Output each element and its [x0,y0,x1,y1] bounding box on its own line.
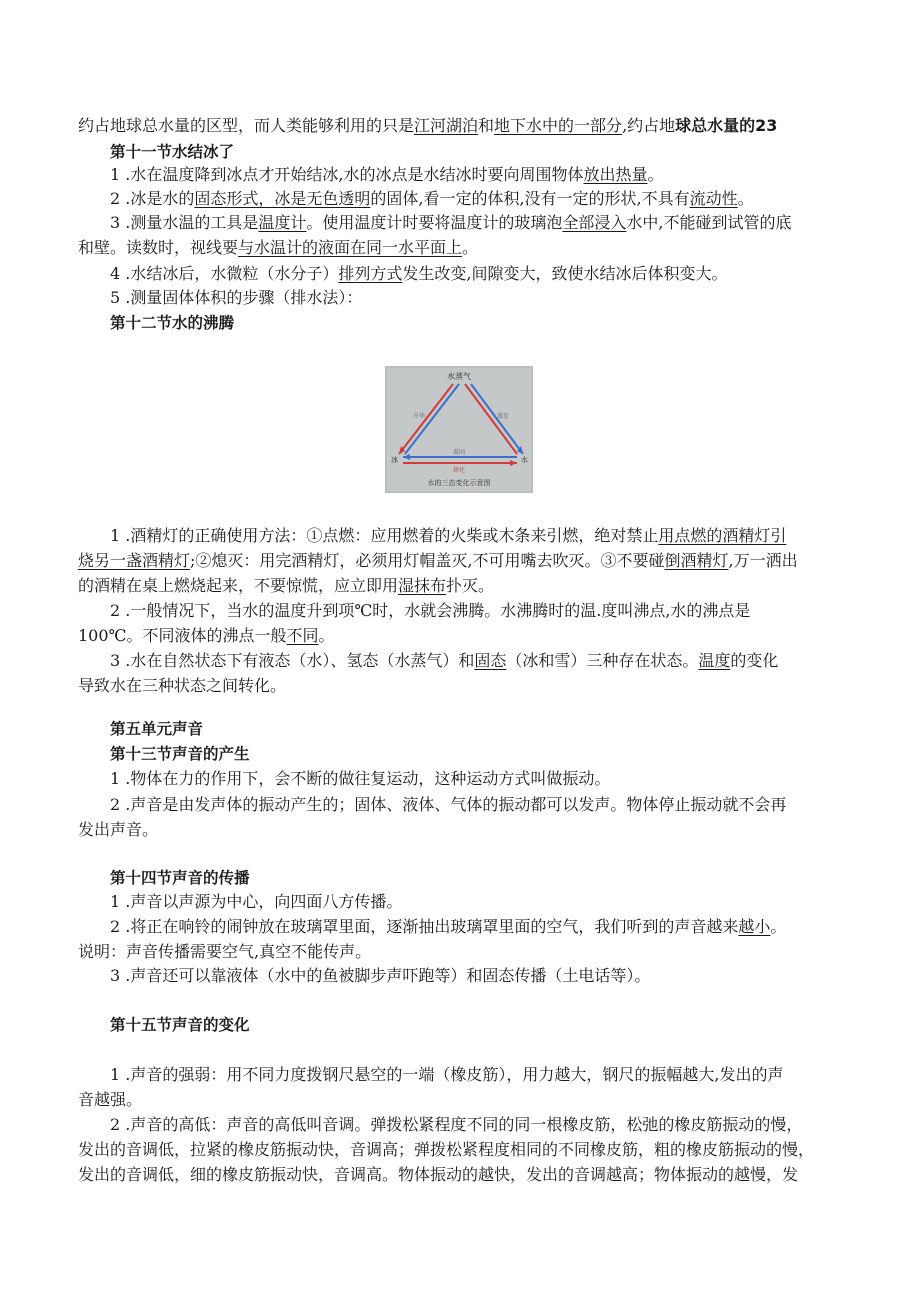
paragraph-line [78,236,848,260]
underlined-answer: 倒酒精灯 [664,551,729,570]
text: 。 [770,917,787,936]
underlined-answer: 全部浸入 [562,213,627,232]
text: ;②熄灭：用完酒精灯，必须用灯帽盖灭,不可用嘴去吹灭。③不要碰 [190,551,665,570]
section-title: 第十二节水的沸腾 [110,314,235,332]
text: 的酒精在桌上燃烧起来，不要惊慌，应立即用 [78,576,399,595]
text: 4 .水结冰后，水微粒（水分子） [110,264,339,283]
text: 100℃。不同液体的沸点一般 [78,626,287,645]
diagram-caption: 水的三态变化示意图 [427,479,491,487]
bold-text: 球总水量的 [675,116,756,135]
paragraph-line [110,524,848,548]
underlined-answer: 排列方式 [338,264,403,283]
text: 3 .测量水温的工具是 [110,213,259,232]
paragraph-line: 说明：声音传播需要空气,真空不能传声。 [78,942,372,961]
paragraph-line [110,211,848,235]
label-water: 水 [521,456,528,464]
text: 发生改变,间隙变大，致使水结冰后体积变大。 [402,264,728,283]
text: 2 .将正在响铃的闹钟放在玻璃罩里面，逐渐抽出玻璃罩里面的空气，我们听到的声音越来 [110,917,739,936]
label-vapor: 水蒸气 [447,372,471,381]
paragraph-line: 2 .一般情况下，当水的温度升到项℃时，水就会沸腾。水沸腾时的温.度叫沸点,水的沸点是 [110,601,751,620]
text: 的变化 [730,651,779,670]
paragraph-line [78,624,848,648]
paragraph-line: 1 .物体在力的作用下，会不断的做往复运动，这种运动方式叫做振动。 [110,769,611,788]
paragraph-line: 发出声音。 [78,820,159,839]
underlined-answer: 固态 [474,651,507,670]
text: ,约占地 [622,116,676,135]
text: 3 .水在自然状态下有液态（水）、氢态（水蒸气）和 [110,651,475,670]
paragraph-line: 发出的音调低，拉紧的橡皮筋振动快，音调高；弹拨松紧程度相同的不同橡皮筋，粗的橡皮筋振动的慢， [78,1140,815,1159]
paragraph-line: 发出的音调低，细的橡皮筋振动快，音调高。物体振动的越快，发出的音调越高；物体振动的越慢，发 [78,1165,799,1184]
text: ,万一洒出 [728,551,798,570]
text: 。使用温度计时要将温度计的玻璃泡 [306,213,563,232]
paragraph-line: 导致水在三种状态之间转化。 [78,676,287,695]
unit-title: 第五单元声音 [110,720,204,738]
underlined-answer: 放出热量 [583,165,648,184]
text: 。 [462,238,479,257]
text: （冰和雪）三种存在状态。 [506,651,699,670]
paragraph-line [78,574,848,598]
label-sublimation: 升华 [413,413,426,420]
underlined-answer: 固态形式，冰是无色透明 [194,189,371,208]
paragraph-line: 5 .测量固体体积的步骤（排水法）： [110,288,363,307]
water-states-diagram [385,366,533,493]
text: 2 .冰是水的 [110,189,195,208]
paragraph-line [110,262,848,286]
text: 。 [737,189,754,208]
paragraph-line: 2 .声音是由发声体的振动产生的；固体、液体、气体的振动都可以发声。物体停止振动就不会再 [110,795,787,814]
underlined-answer: 用点燃的酒精灯引 [658,526,787,545]
section-title: 第十一节水结冰了 [110,143,235,161]
text: 的固体,看一定的体积,没有一定的形状,不具有 [370,189,690,208]
underlined-answer: 湿抹布 [398,576,447,595]
underlined-answer: 流动性 [689,189,738,208]
underlined-answer: 地下水中的一部分 [494,116,623,135]
bold-number: 23 [755,116,778,135]
paragraph-line [110,649,848,673]
label-melt: 熔化 [452,467,466,474]
label-freeze: 凝固 [452,449,466,456]
text: 扑灭。 [446,576,495,595]
text: 约占地球总水量的区型，而人类能够利用的只是 [78,116,415,135]
underlined-answer: 温度 [698,651,731,670]
label-evaporation: 蒸发 [497,413,510,420]
paragraph-line [110,187,848,211]
paragraph-line: 音越强。 [78,1090,143,1109]
underlined-answer: 越小 [738,917,771,936]
section-title: 第十三节声音的产生 [110,745,250,763]
text: 。 [318,626,335,645]
text: 1 .酒精灯的正确使用方法：①点燃：应用燃着的火柴或木条来引燃，绝对禁止 [110,526,659,545]
section-title: 第十四节声音的传播 [110,869,250,887]
section-title: 第十五节声音的变化 [110,1016,250,1034]
paragraph-line [78,114,848,138]
paragraph-line [78,549,848,573]
text: 水中,不能碰到试管的底 [626,213,792,232]
paragraph-line: 1 .声音以声源为中心，向四面八方传播。 [110,892,403,911]
paragraph-line: 1 .声音的强弱：用不同力度拨钢尺悬空的一端（橡皮筋），用力越大，钢尺的振幅越大,发出的声 [110,1065,784,1084]
paragraph-line [110,163,848,187]
text: 和壁。读数时，视线要 [78,238,239,257]
text: 。 [647,165,664,184]
paragraph-line: 3 .声音还可以靠液体（水中的鱼被脚步声吓跑等）和固态传播（土电话等）。 [110,966,651,985]
text: 1 .水在温度降到冰点才开始结冰,水的冰点是水结冰时要向周围物体 [110,165,584,184]
underlined-answer: 温度计 [258,213,307,232]
paragraph-line: 2 .声音的高低：声音的高低叫音调。弹拨松紧程度不同的同一根橡皮筋，松弛的橡皮筋振动的慢， [110,1115,803,1134]
text: 和 [478,116,495,135]
underlined-answer: 不同 [286,626,319,645]
paragraph-line [110,915,848,939]
label-ice: 冰 [391,456,398,464]
underlined-answer: 与水温计的液面在同一水平面上 [238,238,463,257]
underlined-answer: 江河湖泊 [414,116,479,135]
underlined-answer: 烧另一盏酒精灯 [78,551,191,570]
